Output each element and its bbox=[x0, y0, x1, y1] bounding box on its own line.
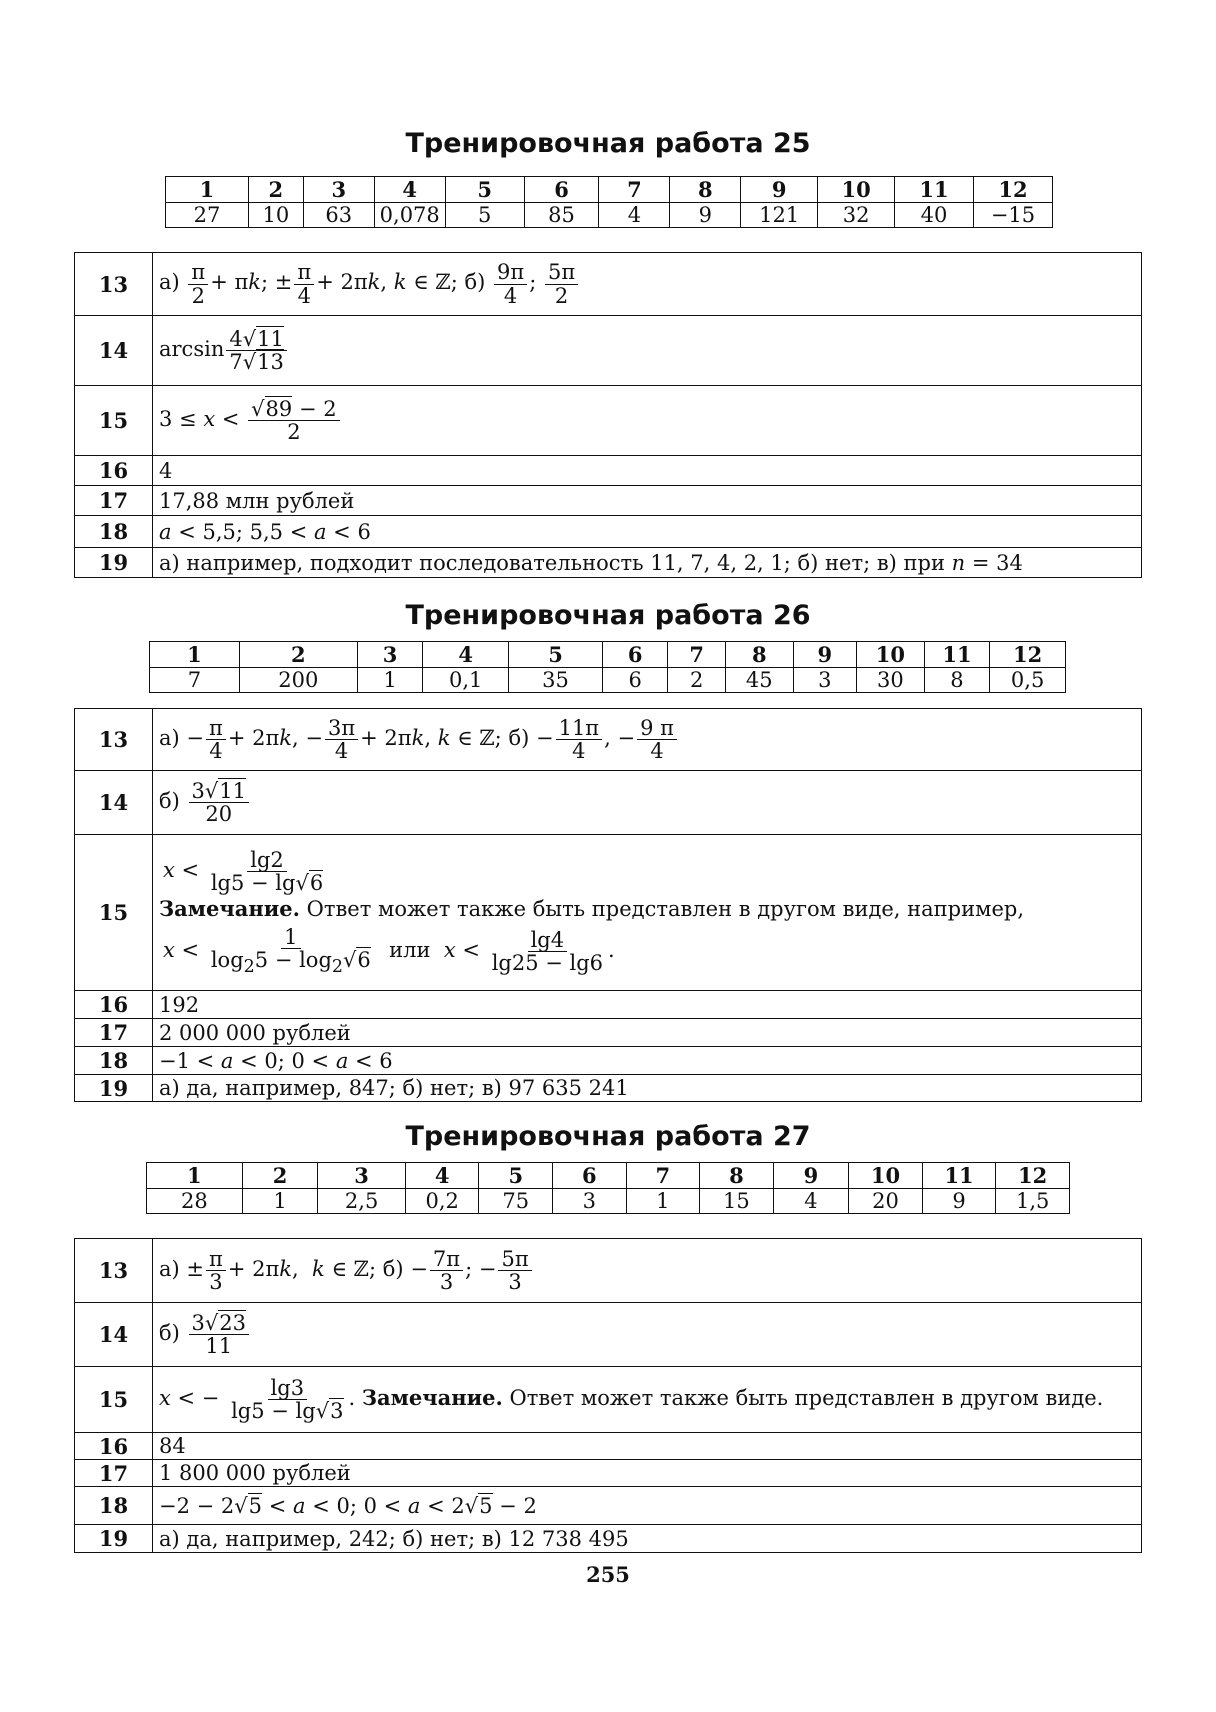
task-answer: x < $\frac{\lg 2}{\lg 5 - \lg√6}$ Замечание. Ответ может также быть представлен в другом виде, например, x < $\frac{1}{\log_25 - \log_2√6}$ или x < $\frac{\lg 4}{\lg 25 - \lg 6}$ . bbox=[153, 835, 1142, 991]
answer-cell: 0,078 bbox=[374, 203, 445, 228]
table-row bbox=[75, 1075, 1142, 1102]
header-cell: 3 bbox=[303, 177, 374, 203]
table-row bbox=[75, 1019, 1142, 1047]
task-number: 15 bbox=[75, 835, 153, 991]
answer-cell: 5 bbox=[445, 203, 524, 228]
task-answer: а) да, например, 847; б) нет; в) 97 635 241 bbox=[153, 1075, 1142, 1102]
header-cell: 9 bbox=[773, 1163, 849, 1189]
answer-cell: 4 bbox=[773, 1189, 849, 1214]
task-number: 16 bbox=[75, 1433, 153, 1460]
task-answer: 1 800 000 рублей bbox=[153, 1460, 1142, 1487]
task-number: 14 bbox=[75, 1303, 153, 1367]
answer-cell: 4 bbox=[599, 203, 670, 228]
work-26-long-table bbox=[74, 708, 1142, 1102]
answer-cell: 0,1 bbox=[423, 668, 509, 693]
table-row bbox=[75, 486, 1142, 516]
task-number: 13 bbox=[75, 709, 153, 771]
answer-cell: 1 bbox=[357, 668, 423, 693]
answer-cell: 6 bbox=[602, 668, 668, 693]
work-27-title: Тренировочная работа 27 bbox=[405, 1121, 811, 1152]
header-cell: 12 bbox=[974, 177, 1053, 203]
table-row bbox=[166, 203, 1053, 228]
answer-cell: 20 bbox=[849, 1189, 923, 1214]
answer-cell: 121 bbox=[741, 203, 818, 228]
table-row bbox=[75, 991, 1142, 1019]
table-row bbox=[75, 771, 1142, 835]
answer-cell: 32 bbox=[818, 203, 895, 228]
task-number: 13 bbox=[75, 253, 153, 316]
header-cell: 8 bbox=[700, 1163, 774, 1189]
answer-cell: 45 bbox=[725, 668, 793, 693]
header-cell: 4 bbox=[423, 642, 509, 668]
task-answer: x < − $\frac{\lg 3}{\lg 5 - \lg√3}$ . Замечание. Ответ может также быть представлен в другом виде. bbox=[153, 1367, 1142, 1433]
table-row bbox=[75, 835, 1142, 991]
task-number: 18 bbox=[75, 516, 153, 548]
header-cell: 7 bbox=[599, 177, 670, 203]
work-25-long-table bbox=[74, 252, 1142, 578]
task-number: 18 bbox=[75, 1047, 153, 1075]
task-answer: 17,88 млн рублей bbox=[153, 486, 1142, 516]
task-number: 19 bbox=[75, 1075, 153, 1102]
header-cell: 11 bbox=[922, 1163, 996, 1189]
table-row bbox=[75, 709, 1142, 771]
table-row bbox=[75, 1487, 1142, 1525]
header-cell: 5 bbox=[445, 177, 524, 203]
table-row bbox=[75, 548, 1142, 578]
work-26-title: Тренировочная работа 26 bbox=[405, 600, 811, 631]
answer-cell: 35 bbox=[509, 668, 603, 693]
table-row bbox=[147, 1163, 1070, 1189]
work-27-short-table bbox=[146, 1162, 1070, 1214]
task-answer: arcsin $\frac{4√11}{7√13}$ bbox=[153, 316, 1142, 386]
table-row bbox=[75, 456, 1142, 486]
answer-cell: 2,5 bbox=[318, 1189, 406, 1214]
header-cell: 10 bbox=[849, 1163, 923, 1189]
answer-cell: 2 bbox=[668, 668, 726, 693]
task-number: 16 bbox=[75, 991, 153, 1019]
table-row bbox=[75, 1239, 1142, 1303]
task-number: 19 bbox=[75, 1525, 153, 1553]
table-row bbox=[75, 1433, 1142, 1460]
task-number: 13 bbox=[75, 1239, 153, 1303]
header-cell: 2 bbox=[242, 1163, 318, 1189]
task-number: 19 bbox=[75, 548, 153, 578]
task-answer: а) − $\frac{\pi}{4}$ + 2πk, − $\frac{3\pi}{4}$ + 2πk, k ∈ ℤ; б) − $\frac{11\pi}{4}$ , − $\frac{9 \pi}{4}$ bbox=[153, 709, 1142, 771]
answer-cell: 7 bbox=[150, 668, 240, 693]
answer-cell: 9 bbox=[670, 203, 741, 228]
task-answer: а) например, подходит последовательность 11, 7, 4, 2, 1; б) нет; в) при n = 34 bbox=[153, 548, 1142, 578]
work-25-short-table bbox=[165, 176, 1053, 228]
task-answer: a < 5,5; 5,5 < a < 6 bbox=[153, 516, 1142, 548]
header-cell: 8 bbox=[670, 177, 741, 203]
answer-cell: −15 bbox=[974, 203, 1053, 228]
header-cell: 5 bbox=[479, 1163, 553, 1189]
task-number: 16 bbox=[75, 456, 153, 486]
table-row bbox=[75, 1367, 1142, 1433]
table-row bbox=[150, 668, 1066, 693]
answer-cell: 1,5 bbox=[996, 1189, 1070, 1214]
answer-cell: 85 bbox=[524, 203, 599, 228]
table-row bbox=[75, 1303, 1142, 1367]
work-27-long-table bbox=[74, 1238, 1142, 1553]
table-row bbox=[75, 1047, 1142, 1075]
page-number: 255 bbox=[586, 1562, 630, 1587]
header-cell: 5 bbox=[509, 642, 603, 668]
header-cell: 11 bbox=[895, 177, 974, 203]
task-answer: б) $\frac{3√23}{11}$ bbox=[153, 1303, 1142, 1367]
task-answer: а) да, например, 242; б) нет; в) 12 738 495 bbox=[153, 1525, 1142, 1553]
task-answer: −2 − 2√5 < a < 0; 0 < a < 2√5 − 2 bbox=[153, 1487, 1142, 1525]
task-answer: 192 bbox=[153, 991, 1142, 1019]
answer-cell: 0,5 bbox=[990, 668, 1066, 693]
task-number: 15 bbox=[75, 386, 153, 456]
answer-cell: 75 bbox=[479, 1189, 553, 1214]
header-cell: 1 bbox=[150, 642, 240, 668]
task-answer: б) $\frac{3√11}{20}$ bbox=[153, 771, 1142, 835]
table-row bbox=[75, 1460, 1142, 1487]
work-25-title: Тренировочная работа 25 bbox=[405, 128, 811, 159]
header-cell: 11 bbox=[924, 642, 990, 668]
header-cell: 6 bbox=[602, 642, 668, 668]
task-answer: а) ± $\frac{\pi}{3}$ + 2πk, k ∈ ℤ; б) − $\frac{7\pi}{3}$ ; − $\frac{5\pi}{3}$ bbox=[153, 1239, 1142, 1303]
header-cell: 1 bbox=[166, 177, 249, 203]
header-cell: 2 bbox=[248, 177, 303, 203]
header-cell: 6 bbox=[553, 1163, 627, 1189]
answer-cell: 9 bbox=[922, 1189, 996, 1214]
task-answer: 84 bbox=[153, 1433, 1142, 1460]
header-cell: 9 bbox=[741, 177, 818, 203]
header-cell: 12 bbox=[990, 642, 1066, 668]
answer-cell: 200 bbox=[239, 668, 357, 693]
answer-cell: 28 bbox=[147, 1189, 243, 1214]
task-number: 18 bbox=[75, 1487, 153, 1525]
answer-cell: 1 bbox=[626, 1189, 700, 1214]
answer-cell: 0,2 bbox=[405, 1189, 479, 1214]
table-row bbox=[150, 642, 1066, 668]
header-cell: 7 bbox=[626, 1163, 700, 1189]
answer-cell: 8 bbox=[924, 668, 990, 693]
task-answer: 2 000 000 рублей bbox=[153, 1019, 1142, 1047]
task-number: 17 bbox=[75, 486, 153, 516]
answer-cell: 63 bbox=[303, 203, 374, 228]
task-answer: 4 bbox=[153, 456, 1142, 486]
task-number: 17 bbox=[75, 1019, 153, 1047]
table-row bbox=[75, 516, 1142, 548]
answer-cell: 15 bbox=[700, 1189, 774, 1214]
task-number: 17 bbox=[75, 1460, 153, 1487]
answer-cell: 3 bbox=[553, 1189, 627, 1214]
header-cell: 3 bbox=[318, 1163, 406, 1189]
header-cell: 7 bbox=[668, 642, 726, 668]
header-cell: 3 bbox=[357, 642, 423, 668]
header-cell: 10 bbox=[857, 642, 925, 668]
answer-cell: 27 bbox=[166, 203, 249, 228]
header-cell: 8 bbox=[725, 642, 793, 668]
header-cell: 2 bbox=[239, 642, 357, 668]
work-26-short-table bbox=[149, 641, 1066, 693]
table-row bbox=[75, 316, 1142, 386]
task-answer: 3 ≤ x < $\frac{√89 - 2}{2}$ bbox=[153, 386, 1142, 456]
task-number: 14 bbox=[75, 316, 153, 386]
task-answer: −1 < a < 0; 0 < a < 6 bbox=[153, 1047, 1142, 1075]
header-cell: 4 bbox=[405, 1163, 479, 1189]
header-cell: 10 bbox=[818, 177, 895, 203]
task-number: 15 bbox=[75, 1367, 153, 1433]
header-cell: 12 bbox=[996, 1163, 1070, 1189]
answer-cell: 40 bbox=[895, 203, 974, 228]
header-cell: 1 bbox=[147, 1163, 243, 1189]
answer-cell: 1 bbox=[242, 1189, 318, 1214]
answer-cell: 10 bbox=[248, 203, 303, 228]
header-cell: 6 bbox=[524, 177, 599, 203]
task-answer: а) $\frac{\pi}{2}$ + πk; ± $\frac{\pi}{4}$ + 2πk, k ∈ ℤ; б) $\frac{9\pi}{4}$ ; $\frac{5\pi}{2}$ bbox=[153, 253, 1142, 316]
task-number: 14 bbox=[75, 771, 153, 835]
header-cell: 4 bbox=[374, 177, 445, 203]
table-row bbox=[166, 177, 1053, 203]
table-row bbox=[75, 253, 1142, 316]
header-cell: 9 bbox=[793, 642, 857, 668]
table-row bbox=[75, 1525, 1142, 1553]
table-row bbox=[75, 386, 1142, 456]
table-row bbox=[147, 1189, 1070, 1214]
answer-cell: 3 bbox=[793, 668, 857, 693]
answer-cell: 30 bbox=[857, 668, 925, 693]
